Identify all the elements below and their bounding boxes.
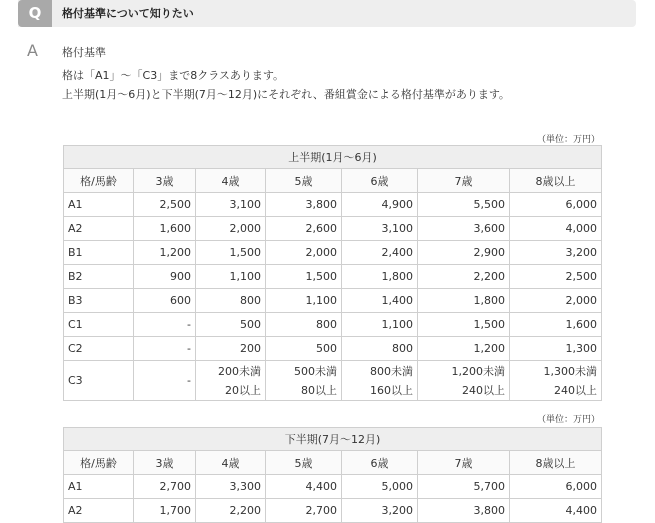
table-row (64, 337, 602, 361)
table-cell: 1,500 (196, 241, 266, 265)
table-cell: 1,300 (510, 337, 602, 361)
table-cell: 1,100 (266, 289, 342, 313)
table-cell: 1,300未満 240以上 (510, 361, 602, 401)
second-half-table (63, 427, 602, 523)
table-cell: 1,800 (418, 289, 510, 313)
column-header: 7歳 (418, 451, 510, 475)
table-cell: 1,800 (342, 265, 418, 289)
table-cell: 800 (266, 313, 342, 337)
table-cell: 2,900 (418, 241, 510, 265)
table-row (64, 289, 602, 313)
table-row (64, 475, 602, 499)
table-cell: 500未満 80以上 (266, 361, 342, 401)
table-header-row (64, 169, 602, 193)
column-header: 格/馬齢 (64, 451, 134, 475)
table-cell: 4,900 (342, 193, 418, 217)
table-cell: 2,600 (266, 217, 342, 241)
table-cell: 5,700 (418, 475, 510, 499)
table-cell: 1,100 (342, 313, 418, 337)
table-cell: - (134, 337, 196, 361)
column-header: 4歳 (196, 451, 266, 475)
table-cell: 3,800 (266, 193, 342, 217)
table-cell: 5,000 (342, 475, 418, 499)
table-cell: 800 (342, 337, 418, 361)
table-cell: 2,700 (266, 499, 342, 523)
table-cell: 2,200 (196, 499, 266, 523)
row-label: C1 (64, 313, 134, 337)
table-cell: 1,600 (510, 313, 602, 337)
table-cell: 1,500 (266, 265, 342, 289)
table-cell: 3,200 (342, 499, 418, 523)
table-cell: 1,200 (418, 337, 510, 361)
column-header: 3歳 (134, 169, 196, 193)
question-badge: Q (18, 0, 52, 27)
table-cell: 6,000 (510, 475, 602, 499)
table-caption: 上半期(1月〜6月) (64, 146, 602, 169)
table-cell: 900 (134, 265, 196, 289)
table-caption: 下半期(7月〜12月) (64, 428, 602, 451)
table-cell: 4,400 (510, 499, 602, 523)
column-header: 4歳 (196, 169, 266, 193)
table-cell: 2,200 (418, 265, 510, 289)
row-label: A2 (64, 499, 134, 523)
table-row (64, 313, 602, 337)
table-cell: 2,500 (510, 265, 602, 289)
column-header: 7歳 (418, 169, 510, 193)
table-cell: 2,000 (196, 217, 266, 241)
table-cell: 6,000 (510, 193, 602, 217)
column-header: 8歳以上 (510, 169, 602, 193)
answer-line-1: 格は「A1」〜「C3」まで8クラスあります。 (62, 69, 284, 82)
table-cell: 600 (134, 289, 196, 313)
answer-line-2: 上半期(1月〜6月)と下半期(7月〜12月)にそれぞれ、番組賞金による格付基準があります。 (62, 88, 510, 101)
column-header: 6歳 (342, 451, 418, 475)
table-cell: - (134, 361, 196, 401)
table-caption-row (64, 428, 602, 451)
table-row (64, 499, 602, 523)
table-cell: 1,400 (342, 289, 418, 313)
table-cell: 4,000 (510, 217, 602, 241)
row-label: C2 (64, 337, 134, 361)
column-header: 8歳以上 (510, 451, 602, 475)
table-cell: 200 (196, 337, 266, 361)
table-row (64, 241, 602, 265)
table-cell: 5,500 (418, 193, 510, 217)
first-half-table (63, 145, 602, 401)
column-header: 5歳 (266, 451, 342, 475)
table-cell: 3,600 (418, 217, 510, 241)
row-label: C3 (64, 361, 134, 401)
answer-title: 格付基準 (62, 46, 106, 59)
table-row (64, 193, 602, 217)
table-cell: 500 (266, 337, 342, 361)
column-header: 6歳 (342, 169, 418, 193)
table-caption-row (64, 146, 602, 169)
unit-label-second-half: （単位：万円） (536, 415, 600, 425)
table-cell: 800未満 160以上 (342, 361, 418, 401)
column-header: 5歳 (266, 169, 342, 193)
table-cell: 1,500 (418, 313, 510, 337)
table-cell: 3,300 (196, 475, 266, 499)
table-cell: 800 (196, 289, 266, 313)
table-cell: 2,500 (134, 193, 196, 217)
answer-badge: A (27, 41, 38, 60)
table-cell: 3,100 (342, 217, 418, 241)
table-cell: - (134, 313, 196, 337)
table-cell: 1,600 (134, 217, 196, 241)
table-cell: 1,100 (196, 265, 266, 289)
table-cell: 1,700 (134, 499, 196, 523)
row-label: B2 (64, 265, 134, 289)
table-cell: 3,100 (196, 193, 266, 217)
table-cell: 1,200未満 240以上 (418, 361, 510, 401)
table-cell: 4,400 (266, 475, 342, 499)
table-row-c3 (64, 361, 602, 401)
column-header: 格/馬齢 (64, 169, 134, 193)
table-row (64, 265, 602, 289)
row-label: A1 (64, 193, 134, 217)
row-label: A1 (64, 475, 134, 499)
table-cell: 2,700 (134, 475, 196, 499)
table-cell: 2,400 (342, 241, 418, 265)
table-cell: 3,800 (418, 499, 510, 523)
table-header-row (64, 451, 602, 475)
table-cell: 2,000 (266, 241, 342, 265)
table-cell: 500 (196, 313, 266, 337)
column-header: 3歳 (134, 451, 196, 475)
table-cell: 2,000 (510, 289, 602, 313)
row-label: B3 (64, 289, 134, 313)
table-cell: 1,200 (134, 241, 196, 265)
table-row (64, 217, 602, 241)
table-cell: 3,200 (510, 241, 602, 265)
row-label: B1 (64, 241, 134, 265)
unit-label-first-half: （単位：万円） (536, 135, 600, 145)
question-title: 格付基準について知りたい (62, 7, 194, 20)
table-cell: 200未満 20以上 (196, 361, 266, 401)
row-label: A2 (64, 217, 134, 241)
